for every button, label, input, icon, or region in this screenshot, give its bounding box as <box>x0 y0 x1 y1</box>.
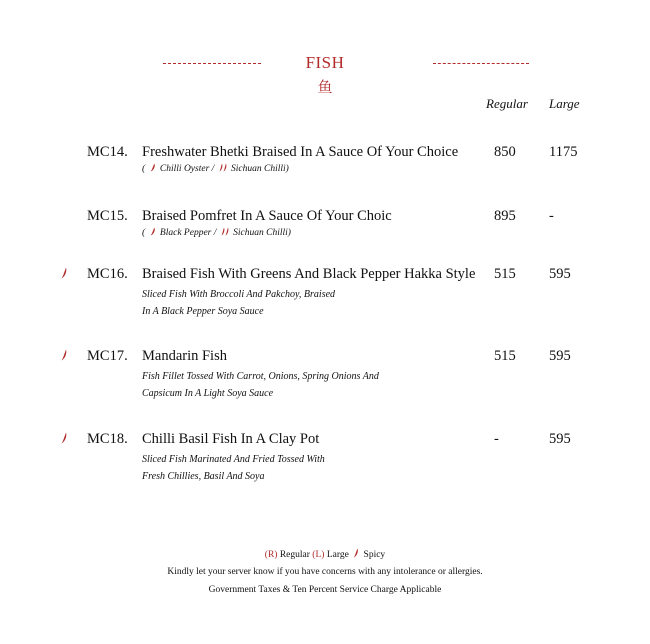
sauce-options <box>142 227 291 238</box>
tax-note: Government Taxes & Ten Percent Service Charge Applicable <box>208 585 442 595</box>
option-two: Sichuan Chilli) <box>233 228 291 238</box>
chili-icon <box>61 349 67 361</box>
double-chili-icon <box>221 227 229 236</box>
item-description-line: In A Black Pepper Soya Sauce <box>142 306 264 317</box>
item-code: MC14. <box>87 144 128 160</box>
price-regular: 515 <box>494 348 516 364</box>
chili-icon <box>61 432 67 444</box>
option-one: Chilli Oyster / <box>159 164 215 174</box>
title-divider-right <box>433 63 529 64</box>
item-name: Braised Fish With Greens And Black Pepper Hakka Style <box>142 266 476 282</box>
legend-regular-label: Regular <box>279 550 310 560</box>
column-header-regular: Regular <box>486 96 528 111</box>
price-large: 595 <box>549 348 571 364</box>
price-large: 595 <box>549 431 571 447</box>
price-regular: 515 <box>494 266 516 282</box>
item-name: Freshwater Bhetki Braised In A Sauce Of Your Choice <box>142 144 459 160</box>
legend-regular-code: (R) <box>264 550 278 560</box>
item-description-line: Fresh Chillies, Basil And Soya <box>142 471 265 482</box>
column-header-large: Large <box>549 96 580 111</box>
section-subtitle-chinese: 鱼 <box>317 78 333 96</box>
price-regular: 895 <box>494 208 516 224</box>
option-two: Sichuan Chilli) <box>231 164 289 174</box>
chili-icon <box>150 227 156 236</box>
allergy-note: Kindly let your server know if you have concerns with any intolerance or allergies. <box>167 567 483 577</box>
option-one: Black Pepper / <box>159 228 217 238</box>
item-code: MC17. <box>87 348 128 364</box>
item-name: Braised Pomfret In A Sauce Of Your Choic <box>142 208 392 224</box>
section-title: FISH <box>305 53 345 72</box>
price-large: - <box>549 208 554 224</box>
legend-large-code: (L) <box>312 550 325 560</box>
item-code: MC18. <box>87 431 128 447</box>
sauce-options <box>142 163 289 174</box>
price-regular: - <box>494 431 499 447</box>
chili-icon <box>353 548 359 558</box>
item-code: MC15. <box>87 208 128 224</box>
price-regular: 850 <box>494 144 516 160</box>
legend <box>0 548 650 560</box>
price-large: 1175 <box>549 144 578 160</box>
chili-icon <box>150 163 156 172</box>
item-description-line: Capsicum In A Light Soya Sauce <box>142 388 274 399</box>
legend-spicy-label: Spicy <box>363 550 386 560</box>
double-chili-icon <box>219 163 227 172</box>
item-description-line: Sliced Fish With Broccoli And Pakchoy, Braised <box>142 289 336 300</box>
options-open-paren: ( <box>142 228 146 238</box>
chili-icon <box>61 267 67 279</box>
price-large: 595 <box>549 266 571 282</box>
item-name: Mandarin Fish <box>142 348 227 364</box>
legend-large-label: Large <box>326 550 349 560</box>
options-open-paren: ( <box>142 164 146 174</box>
item-description-line: Sliced Fish Marinated And Fried Tossed With <box>142 454 325 465</box>
item-name: Chilli Basil Fish In A Clay Pot <box>142 431 320 447</box>
item-code: MC16. <box>87 266 128 282</box>
item-description-line: Fish Fillet Tossed With Carrot, Onions, Spring Onions And <box>142 371 379 382</box>
